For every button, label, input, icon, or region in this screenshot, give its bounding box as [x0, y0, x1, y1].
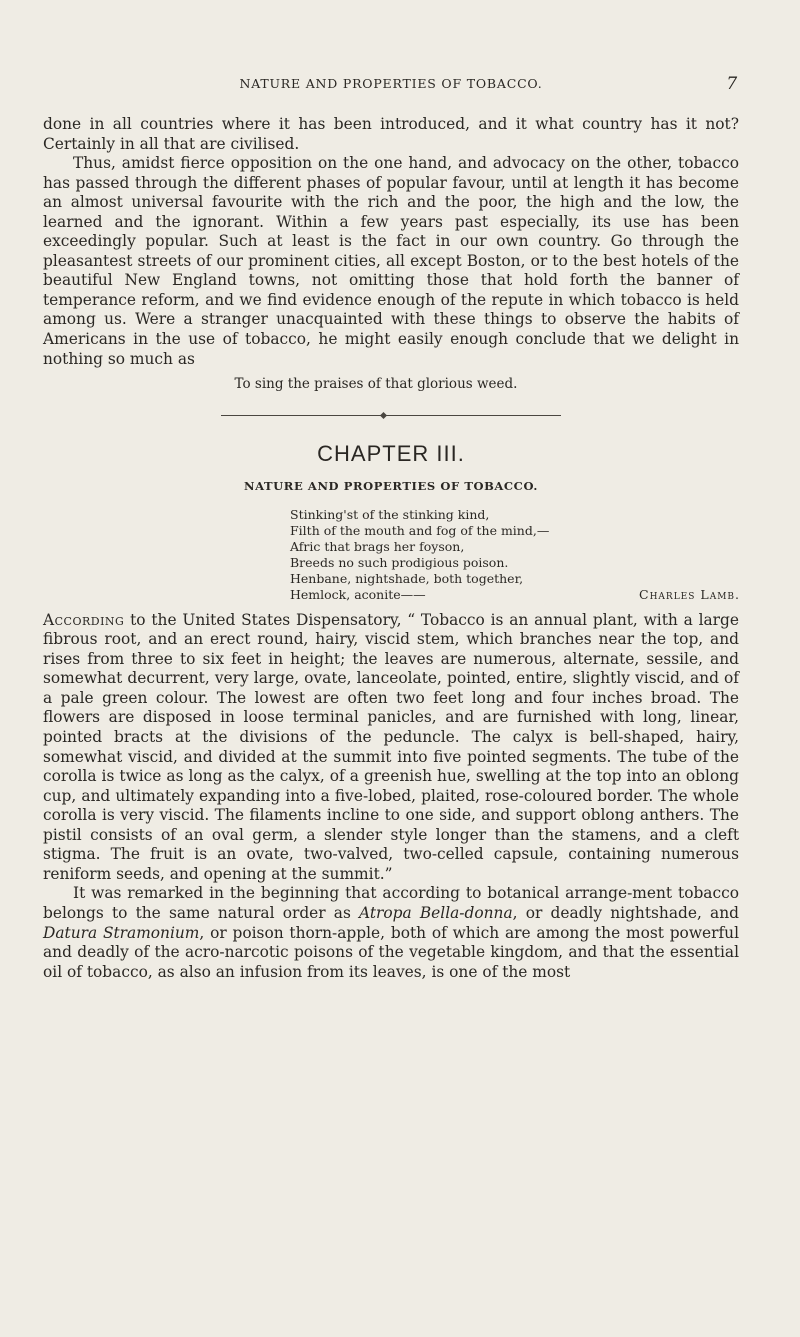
epigraph-last-line: [290, 587, 740, 603]
epigraph-line: Henbane, nightshade, both together,: [290, 570, 524, 586]
chapter-heading: CHAPTER III.: [317, 440, 465, 466]
epigraph-line: Filth of the mouth and fog of the mind,—: [290, 522, 550, 538]
epigraph-line: Hemlock, aconite——: [290, 586, 426, 602]
paragraph-text: , or deadly nightshade, and: [512, 903, 739, 922]
running-title: NATURE AND PROPERTIES OF TOBACCO.: [239, 76, 543, 91]
epigraph: [290, 507, 740, 603]
species-name: Datura Stramonium: [43, 923, 200, 942]
paragraph-continuation: done in all countries where it has been introduced, and it what country has it not? Certainly in all that are civilised.: [43, 115, 739, 153]
page-body: [43, 115, 739, 982]
epigraph-author: Charles Lamb.: [639, 586, 740, 602]
paragraph-text: , or poison thorn-apple, both of which are among the most powerful and deadly of the acro-narcotic poisons of the vegetable kingdom, and that the essential oil of tobacco, as also an infusion from its leaves, is one of the most: [43, 923, 739, 981]
quoted-line: To sing the praises of that glorious weed.: [234, 376, 518, 393]
epigraph-line: Afric that brags her foyson,: [290, 538, 465, 554]
epigraph-line: Breeds no such prodigious poison.: [290, 554, 509, 570]
lead-word: According: [43, 610, 125, 629]
page-number: 7: [726, 74, 738, 94]
species-name: Atropa Bella-donna: [359, 903, 513, 922]
running-header: [44, 74, 738, 94]
paragraph-natural-order: [43, 884, 739, 982]
paragraph-text: It was remarked in the beginning that according to botanical arrange-ment tobacco belongs to the same natural order as: [43, 884, 739, 922]
epigraph-line: Stinking'st of the stinking kind,: [290, 506, 490, 522]
chapter-subtitle: NATURE AND PROPERTIES OF TOBACCO.: [244, 479, 538, 494]
paragraph-text: to the United States Dispensatory, “ Tobacco is an annual plant, with a large fibrous root, and an erect round, hairy, viscid stem, which branches near the top, and rises from three to six feet in height; the leaves are numerous, alternate, sessile, and somewhat decurrent, very large, ovate, lanceolate, pointed, entire, slightly viscid, and of a pale green colour. The lowest are often two feet long and four inches broad. The flowers are disposed in loose terminal panicles, and are furnished with long, linear, pointed bracts at the divisions of the peduncle. The calyx is bell-shaped, hairy, somewhat viscid, and divided at the summit into five pointed segments. The tube of the corolla is twice as long as the calyx, of a greenish hue, swelling at the top into an oblong cup, and ultimately expanding into a five-lobed, plaited, rose-coloured border. The whole corolla is very viscid. The filaments incline to one side, and support oblong anthers. The pistil consists of an oval germ, a slender style longer than the stamens, and a cleft stigma. The fruit is an ovate, two-valved, two-celled capsule, containing numerous reniform seeds, and opening at the summit.”: [43, 610, 739, 883]
paragraph-botanical-description: [43, 611, 739, 885]
section-divider: [221, 415, 561, 416]
paragraph-tobacco-popularity: Thus, amidst fierce opposition on the one hand, and advocacy on the other, tobacco has passed through the different phases of popular favour, until at length it has become an almost universal favourite with the rich and the poor, the high and the low, the learned and the ignorant. Within a few years past especially, its use has been exceedingly popular. Such at least is the fact in our own country. Go through the pleasantest streets of our prominent cities, all except Boston, or to the best hotels of the beautiful New England towns, not omitting those that hold forth the banner of temperance reform, and we find evidence enough of the repute in which tobacco is held among us. Were a stranger unacquainted with these things to observe the habits of Americans in the use of tobacco, he might easily enough conclude that we delight in nothing so much as: [43, 154, 739, 368]
divider-ornament: [380, 412, 387, 419]
